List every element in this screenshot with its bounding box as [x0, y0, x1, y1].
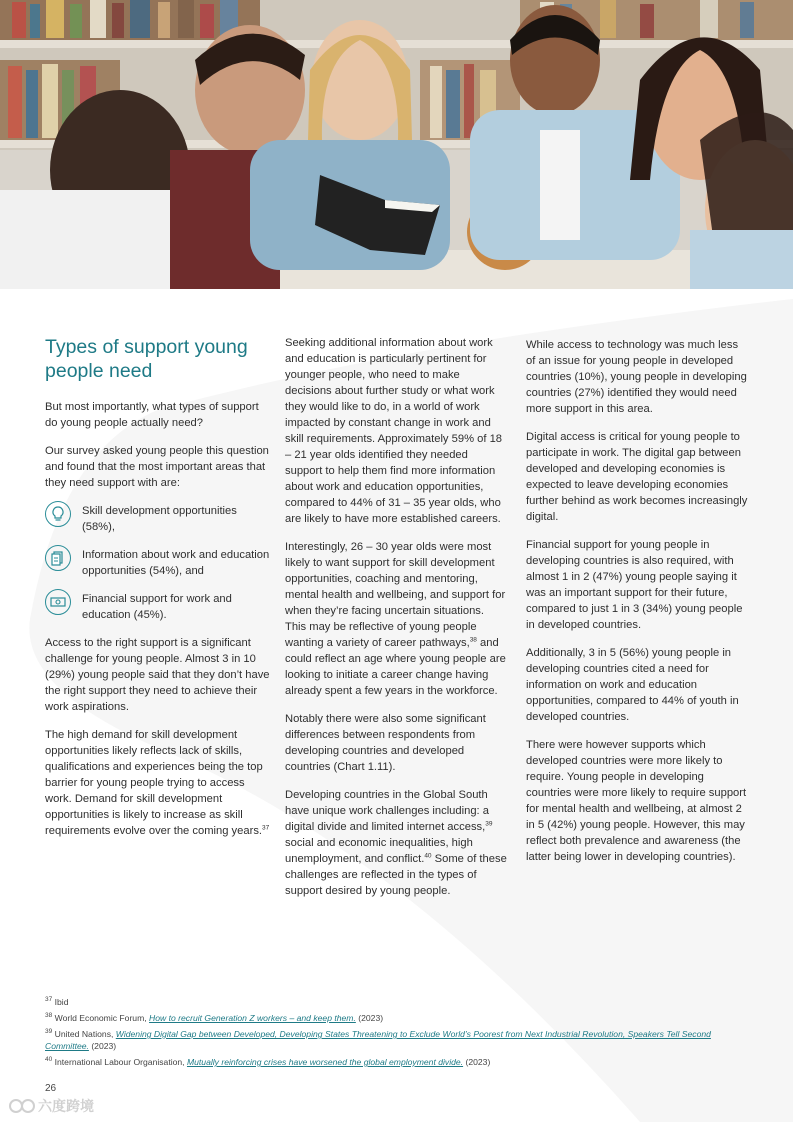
footnote-link[interactable]: Mutually reinforcing crises have worsened the global employment divide.: [186, 1057, 464, 1067]
footnote: $^{40}$ International Labour Organisation, Mutually reinforcing crises have worsened the global employment divide. (2023): [45, 1056, 491, 1067]
support-item-financial: [45, 591, 271, 623]
column-2: [285, 335, 507, 911]
paragraph: Access to the right support is a significant challenge for young people. Almost 3 in 10 (29%) young people said that they don’t have the right support they need to achieve their work aspirations.: [45, 637, 270, 713]
paragraph: While access to technology was much less of an issue for young people in developed countries (10%), young people in developing countries (27%) identified they would need more support in this area.: [526, 339, 747, 415]
section-heading: Types of support young people need: [45, 336, 248, 382]
support-item-information: [45, 547, 271, 579]
support-item-skills: [45, 503, 271, 535]
document-icon: [45, 545, 71, 571]
paragraph: Developing countries in the Global South have unique work challenges including: a digital divide and limited internet access,$^{39}$ social and economic inequalities, high unemployment, and conflict.$^{40}$ Some of these challenges are reflected in the types of support desired by young people.: [285, 789, 507, 897]
footnote: $^{38}$ World Economic Forum, How to recruit Generation Z workers – and keep them. (2023): [45, 1012, 384, 1023]
paragraph: Seeking additional information about work and education is particularly pertinent for younger people, who need to make decisions about further study or what work they would like to do, in a world of work impacted by constant change in work and skill requirements. Approximately 59% of 18 – 21 year olds identified they needed support to help them find more information about work and education opportunities, compared to 44% of 31 – 35 year olds, who are likely to have more established careers.: [285, 337, 503, 525]
support-item-text: Financial support for work and education (45%).: [82, 593, 232, 621]
money-icon: [45, 589, 71, 615]
footnote-ref: 37: [262, 824, 270, 832]
column-3: [526, 337, 750, 877]
students-studying-photo: [0, 0, 793, 289]
paragraph: The high demand for skill development opportunities likely reflects lack of skills, qualifications and experiences being the top barrier for young people trying to access work. Demand for skill development opportunities is likely to increase as skill requirements evolve over the coming years.$^{37}$: [45, 729, 270, 837]
column-1: [45, 335, 271, 851]
paragraph: Notably there were also some significant differences between respondents from developing countries and developed countries (Chart 1.11).: [285, 713, 486, 773]
page-number: 26: [45, 1083, 57, 1094]
support-item-text: Information about work and education opportunities (54%), and: [82, 549, 270, 577]
footnote: $^{39}$ United Nations, Widening Digital Gap between Developed, Developing States Threatening to Exclude World’s Poorest from Next Industrial Revolution, Speakers Tell Second Committee. (2023): [45, 1028, 711, 1051]
paragraph: But most importantly, what types of support do young people actually need?: [45, 401, 259, 429]
paragraph: Additionally, 3 in 5 (56%) young people in developing countries cited a need for information on work and education opportunities, compared to 44% of youth in developed countries.: [526, 647, 739, 723]
footnote-link[interactable]: Widening Digital Gap between Developed, Developing States Threatening to Exclude World’s Poorest from Next Industrial Revolution, Speakers Tell Second Committee.: [45, 1029, 711, 1051]
footnotes: [45, 996, 745, 1072]
paragraph: Digital access is critical for young people to participate in work. The digital gap between developed and developing economies is expected to leave developing economies further behind as work becomes increasingly digital.: [526, 431, 748, 523]
footnote: $^{37}$ Ibid: [45, 996, 69, 1007]
watermark-text: 六度跨境: [38, 1098, 94, 1114]
support-item-text: Skill development opportunities (58%),: [82, 505, 237, 533]
paragraph: Financial support for young people in developing countries is also required, with almost 1 in 2 (47%) young people saying it was an important support for their future, compared to just 1 in 3 (34%) young people in developed countries.: [526, 539, 743, 631]
footnote-ref: 38: [469, 636, 477, 644]
footnote-link[interactable]: How to recruit Generation Z workers – and keep them.: [149, 1013, 356, 1023]
header-photo: [0, 0, 793, 289]
footnote-ref: 39: [485, 820, 493, 828]
paragraph: Interestingly, 26 – 30 year olds were most likely to want support for skill development opportunities, coaching and mentoring, mental health and wellbeing, and support for when they’re facing uncertain situations. This may be reflective of young people wanting a variety of career pathways,$^{38}$ and could reflect an age where young people are looking to initiate a career change having already spent a few years in the workforce.: [285, 541, 506, 697]
paragraph: Our survey asked young people this question and found that the most important areas that they need support with are:: [45, 445, 269, 489]
paragraph: There were however supports which developed countries were more likely to require. Young people in developing countries were more likely to require support for mental health and wellbeing, at almost 2 in 5 (42%) young people. However, this may reflect both prevalence and awareness (the latter being lower in developing countries).: [526, 739, 747, 863]
footnote-ref: 40: [424, 852, 432, 860]
lightbulb-icon: [45, 501, 71, 527]
watermark-logo-icon: [8, 1097, 38, 1115]
watermark: [8, 1096, 94, 1116]
